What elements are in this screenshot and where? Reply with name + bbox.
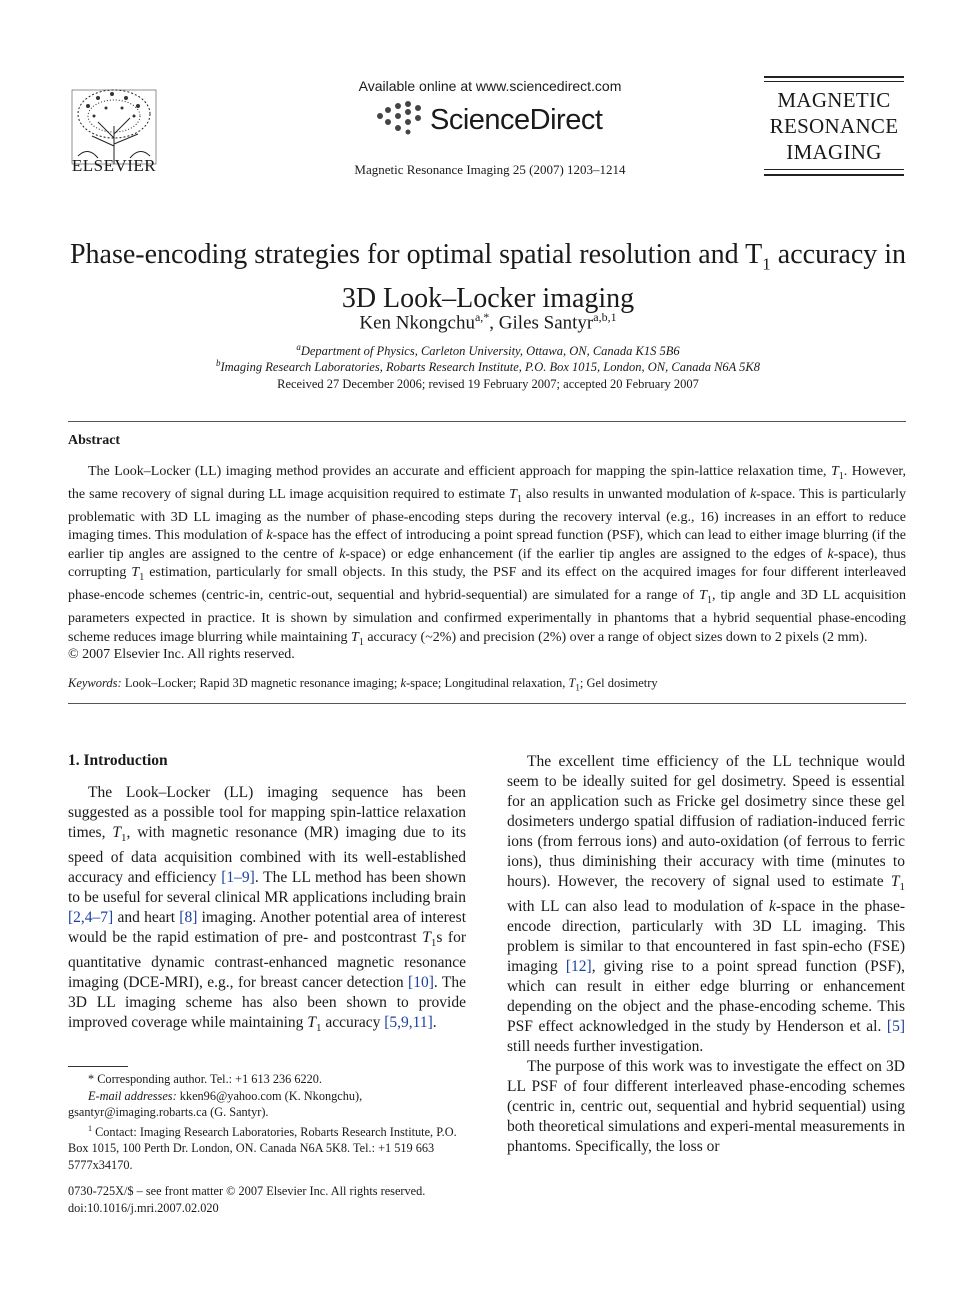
citation-link[interactable]: [2,4–7] [68,909,114,927]
available-online-text[interactable]: Available online at www.sciencedirect.com [358,78,622,94]
publisher-name: ELSEVIER [71,156,157,175]
journal-logo-line: RESONANCE [769,114,899,138]
citation-link[interactable]: [8] [179,909,198,927]
abstract-copyright: © 2007 Elsevier Inc. All rights reserved. [68,647,295,662]
abstract-body: The Look–Locker (LL) imaging method provides an accurate and efficient approach for mapping the spin-lattice relaxation time, $T_1$. However, the same recovery of signal during LL image acquisition required to estimate $T_1$ also results in unwanted modulation of k-space. This is particularly problematic with 3D LL imaging as the number of phase-encoding steps during the recovery interval (e.g., 16) increases in an effort to reduce imaging times. This modulation of k-space has the effect of introducing a point spread function (PSF), which can lead to either image blurring (if the earlier tip angles are assigned to the centre of k-space) or edge enhancement (if the earlier tip angles are assigned to the edges of k-space), thus corrupting $T_1$ estimation, particularly for small objects. In this study, the PSF and its effect on the acquired images for four different interleaved phase-encode schemes (centric-in, centric-out, sequential and hybrid-sequential) are simulated for a range of $T_1$, tip angle and 3D LL acquisition parameters expected in practice. It is shown by simulation and confirmed experimentally in phantoms that a hybrid sequential phase-encoding scheme reduces image blurring while maintaining $T_1$ accuracy (~2%) and precision (2%) over a range of object sizes down to 2 pixels (2 mm). [68,464,907,648]
citation-link[interactable]: [10] [408,974,434,992]
footnote-corresponding: * Corresponding author. Tel.: +1 613 236 6220. [88,1072,323,1086]
front-matter [68,1183,425,1217]
citation-link[interactable]: [1–9] [221,869,255,887]
abstract-heading: Abstract [68,433,121,448]
issn-line: 0730-725X/$ – see front matter © 2007 Elsevier Inc. All rights reserved. [68,1184,426,1198]
sciencedirect-dots-icon [374,100,430,138]
section-heading: 1. Introduction [68,752,168,769]
author-list: Ken Nkongchu$^{a,*}$, Giles Santyr$^{a,b,1}$ [359,310,617,334]
received-dates: Received 27 December 2006; revised 19 February 2007; accepted 20 February 2007 [277,377,699,391]
article-title: Phase-encoding strategies for optimal spatial resolution and $T_1$ accuracy in 3D Look–Locker imaging [69,239,907,314]
affiliation-b: $^b$Imaging Research Laboratories, Robarts Research Institute, P.O. Box 1015, London, ON, Canada N6A 5K8 [215,358,761,375]
divider [68,703,906,704]
keywords: Keywords: Look–Locker; Rapid 3D magnetic resonance imaging; k-space; Longitudinal relaxation, $T_1$; Gel dosimetry [68,676,658,693]
author-name[interactable]: , Giles Santyr [489,312,594,334]
citation-link[interactable]: [5,9,11] [384,1014,433,1032]
journal-logo [764,76,904,176]
journal-citation: Magnetic Resonance Imaging 25 (2007) 1203–1214 [354,162,626,177]
affiliation-a: $^a$Department of Physics, Carleton University, Ottawa, ON, Canada K1S 5B6 [296,342,680,359]
citation-link[interactable]: [12] [565,958,592,976]
author-name[interactable]: Ken Nkongchu [359,312,475,334]
email-link[interactable]: kken96@yahoo.com (K. Nkongchu), [179,1088,363,1103]
citation-link[interactable]: [5] [886,1018,905,1036]
email-link[interactable]: gsantyr@imaging.robarts.ca (G. Santyr). [68,1105,269,1119]
intro-left-column: The Look–Locker (LL) imaging sequence has been suggested as a possible tool for mapping spin-lattice relaxation times, $T_1$, with magnetic resonance (MR) imaging due to its speed of data acquisition combined with its well-established accuracy and efficiency [1–9]. The LL method has been shown to be useful for several clinical MR applications including brain [2,4–7] and heart [8] imaging. Another potential area of interest would be the rapid estimation of pre- and postcontrast $T_1s$ for quantitative dynamic contrast-enhanced magnetic resonance imaging (DCE-MRI), e.g., for breast cancer detection [10]. The 3D LL imaging scheme has also been shown to provide improved coverage while maintaining $T_1$ accuracy [5,9,11]. [68,784,467,1035]
footnotes: * Corresponding author. Tel.: +1 613 236 6220. E-mail addresses: kken96@yahoo.com (K. Nkongchu), gsantyr@imaging.robarts.ca (G. Santyr). $^1$ Contact: Imaging Research Laboratories, Robarts Research Institute, P.O. Box 1015, 100 Perth Dr. London, ON. Canada N6A 5K8. Tel.: +1 519 663 5777x34170. [68,1071,466,1173]
journal-logo-line: MAGNETIC [777,88,891,112]
sciencedirect-logo[interactable]: ScienceDirect [430,104,603,136]
footnote-divider [68,1066,128,1067]
divider [68,421,906,422]
doi-link[interactable]: doi:10.1016/j.mri.2007.02.020 [68,1201,219,1215]
intro-right-column: The excellent time efficiency of the LL technique would seem to be ideally suited for gel dosimetry. Speed is essential for an application such as Fricke gel dosimetry since these gel dosimeters undergo spatial diffusion of radiation-induced ferric ions (from ferrous ions) and auto-oxidation (of ferrous to ferric ions), thus diminishing their accuracy with time (minutes to hours). However, the recovery of signal used to estimate $T_1$ with LL can also lead to modulation of k-space in the phase-encode direction, particularly with 3D LL imaging. This problem is similar to that encountered in fast spin-echo (FSE) imaging [12], giving rise to a point spread function (PSF), which can result in either edge blurring or enhancement depending on the object and the phase-encoding scheme. This PSF effect acknowledged in the study by Henderson et al. [5] still needs further investigation. The purpose of this work was to investigate the effect on 3D LL PSF of four different interleaved phase-encoding schemes (centric in, centric out, sequential and hybrid sequential) using both theoretical simulations and experi-mental measurements in phantoms. Specifically, the loss or [507,753,905,1156]
journal-logo-line: IMAGING [786,140,882,164]
